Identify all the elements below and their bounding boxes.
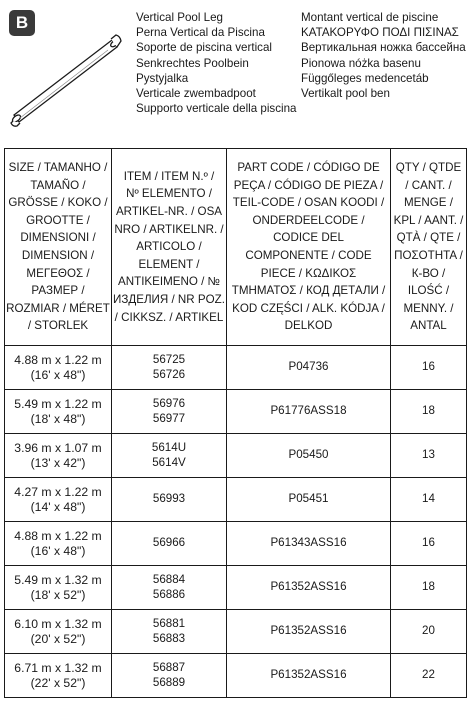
header-part-code: PART CODE / CÓDIGO DE PEÇA / CÓDIGO DE PIEZA / TEIL-CODE / OSAN KOODI / ONDERDEELCODE / CODICE DEL COMPONENTE / CODE PIECE / ΚΩΔΙΚΟΣ ΤΜΗΜΑΤΟΣ / КОД ДЕТАЛИ / KOD CZĘŚCI / ALK. KÓDJA / DELKOD xyxy=(227,149,391,346)
leg-name: ΚΑΤΑΚΟΡΥΦΟ ΠΟΔΙ ΠΙΣΙΝΑΣ xyxy=(301,26,459,40)
part-code-cell: P05451 xyxy=(227,478,391,522)
part-code-cell: P05450 xyxy=(227,434,391,478)
item-cell: 56725 56726 xyxy=(112,346,227,390)
item-cell: 56881 56883 xyxy=(112,610,227,654)
item-cell: 5614U 5614V xyxy=(112,434,227,478)
header-size: SIZE / TAMANHO / TAMAÑO / GRÖSSE / KOKO / GROOTTE / DIMENSIONI / DIMENSION / ΜΕΓΕΘΟΣ / РАЗМЕР / ROZMIAR / MÉRET / STORLEK xyxy=(5,149,112,346)
part-code-cell: P61352ASS16 xyxy=(227,566,391,610)
leg-name-list-right xyxy=(301,10,466,101)
item-cell: 56976 56977 xyxy=(112,390,227,434)
parts-table xyxy=(4,148,467,698)
qty-cell: 18 xyxy=(391,566,467,610)
leg-name: Supporto verticale della piscina xyxy=(136,102,297,116)
leg-name: Vertikalt pool ben xyxy=(301,87,390,101)
size-cell: 6.71 m x 1.32 m (22' x 52") xyxy=(5,654,112,698)
qty-cell: 20 xyxy=(391,610,467,654)
part-code-cell: P61776ASS18 xyxy=(227,390,391,434)
table-row xyxy=(5,566,467,610)
size-cell: 5.49 m x 1.22 m (18' x 48") xyxy=(5,390,112,434)
part-header xyxy=(0,0,471,148)
item-cell: 56887 56889 xyxy=(112,654,227,698)
table-row xyxy=(5,654,467,698)
leg-name: Soporte de piscina vertical xyxy=(136,41,272,55)
part-code-cell: P61352ASS16 xyxy=(227,654,391,698)
size-cell: 3.96 m x 1.07 m (13' x 42") xyxy=(5,434,112,478)
size-cell: 5.49 m x 1.32 m (18' x 52") xyxy=(5,566,112,610)
table-row xyxy=(5,390,467,434)
header-qty: QTY / QTDE / CANT. / MENGE / KPL / AANT. / QTÀ / QTE / ΠΟΣΟΤΗΤΑ / К-ВО / ILOŚĆ / MENNY. / ANTAL xyxy=(391,149,467,346)
part-code-cell: P61343ASS16 xyxy=(227,522,391,566)
size-cell: 4.88 m x 1.22 m (16' x 48") xyxy=(5,522,112,566)
part-code-cell: P61352ASS16 xyxy=(227,610,391,654)
leg-name: Vertical Pool Leg xyxy=(136,11,224,24)
part-letter-badge: B xyxy=(9,10,35,36)
leg-name-list-left xyxy=(136,10,296,116)
qty-cell: 13 xyxy=(391,434,467,478)
table-row xyxy=(5,346,467,390)
leg-name: Verticale zwembadpoot xyxy=(136,87,256,101)
qty-cell: 16 xyxy=(391,522,467,566)
table-row xyxy=(5,610,467,654)
table-row xyxy=(5,522,467,566)
size-cell: 4.27 m x 1.22 m (14' x 48") xyxy=(5,478,112,522)
qty-cell: 16 xyxy=(391,346,467,390)
qty-cell: 22 xyxy=(391,654,467,698)
leg-name: Senkrechtes Poolbein xyxy=(136,56,249,70)
header-item: ITEM / ITEM N.º / Nº ELEMENTO / ARTIKEL-NR. / OSA NRO / ARTIKELNR. / ARTICOLO / ELEMENT / ΑΝΤΙΚΕΙΜΕΝΟ / № ИЗДЕЛИЯ / NR POZ. / CIKKSZ. / ARTIKEL xyxy=(112,149,227,346)
parts-table-header-row xyxy=(5,149,467,346)
leg-name: Montant vertical de piscine xyxy=(301,11,439,24)
size-cell: 4.88 m x 1.22 m (16' x 48") xyxy=(5,346,112,390)
leg-name: Pystyjalka xyxy=(136,71,189,85)
size-cell: 6.10 m x 1.32 m (20' x 52") xyxy=(5,610,112,654)
qty-cell: 18 xyxy=(391,390,467,434)
leg-name: Вертикальная ножка бассейна xyxy=(301,41,466,55)
table-row xyxy=(5,478,467,522)
table-row xyxy=(5,434,467,478)
leg-name: Függőleges medencetáb xyxy=(301,71,429,85)
leg-name: Pionowa nóżka basenu xyxy=(301,56,421,70)
item-cell: 56966 xyxy=(112,522,227,566)
leg-name: Perna Vertical da Piscina xyxy=(136,26,265,40)
item-cell: 56884 56886 xyxy=(112,566,227,610)
vertical-pool-leg-illustration xyxy=(4,26,132,138)
part-code-cell: P04736 xyxy=(227,346,391,390)
item-cell: 56993 xyxy=(112,478,227,522)
qty-cell: 14 xyxy=(391,478,467,522)
